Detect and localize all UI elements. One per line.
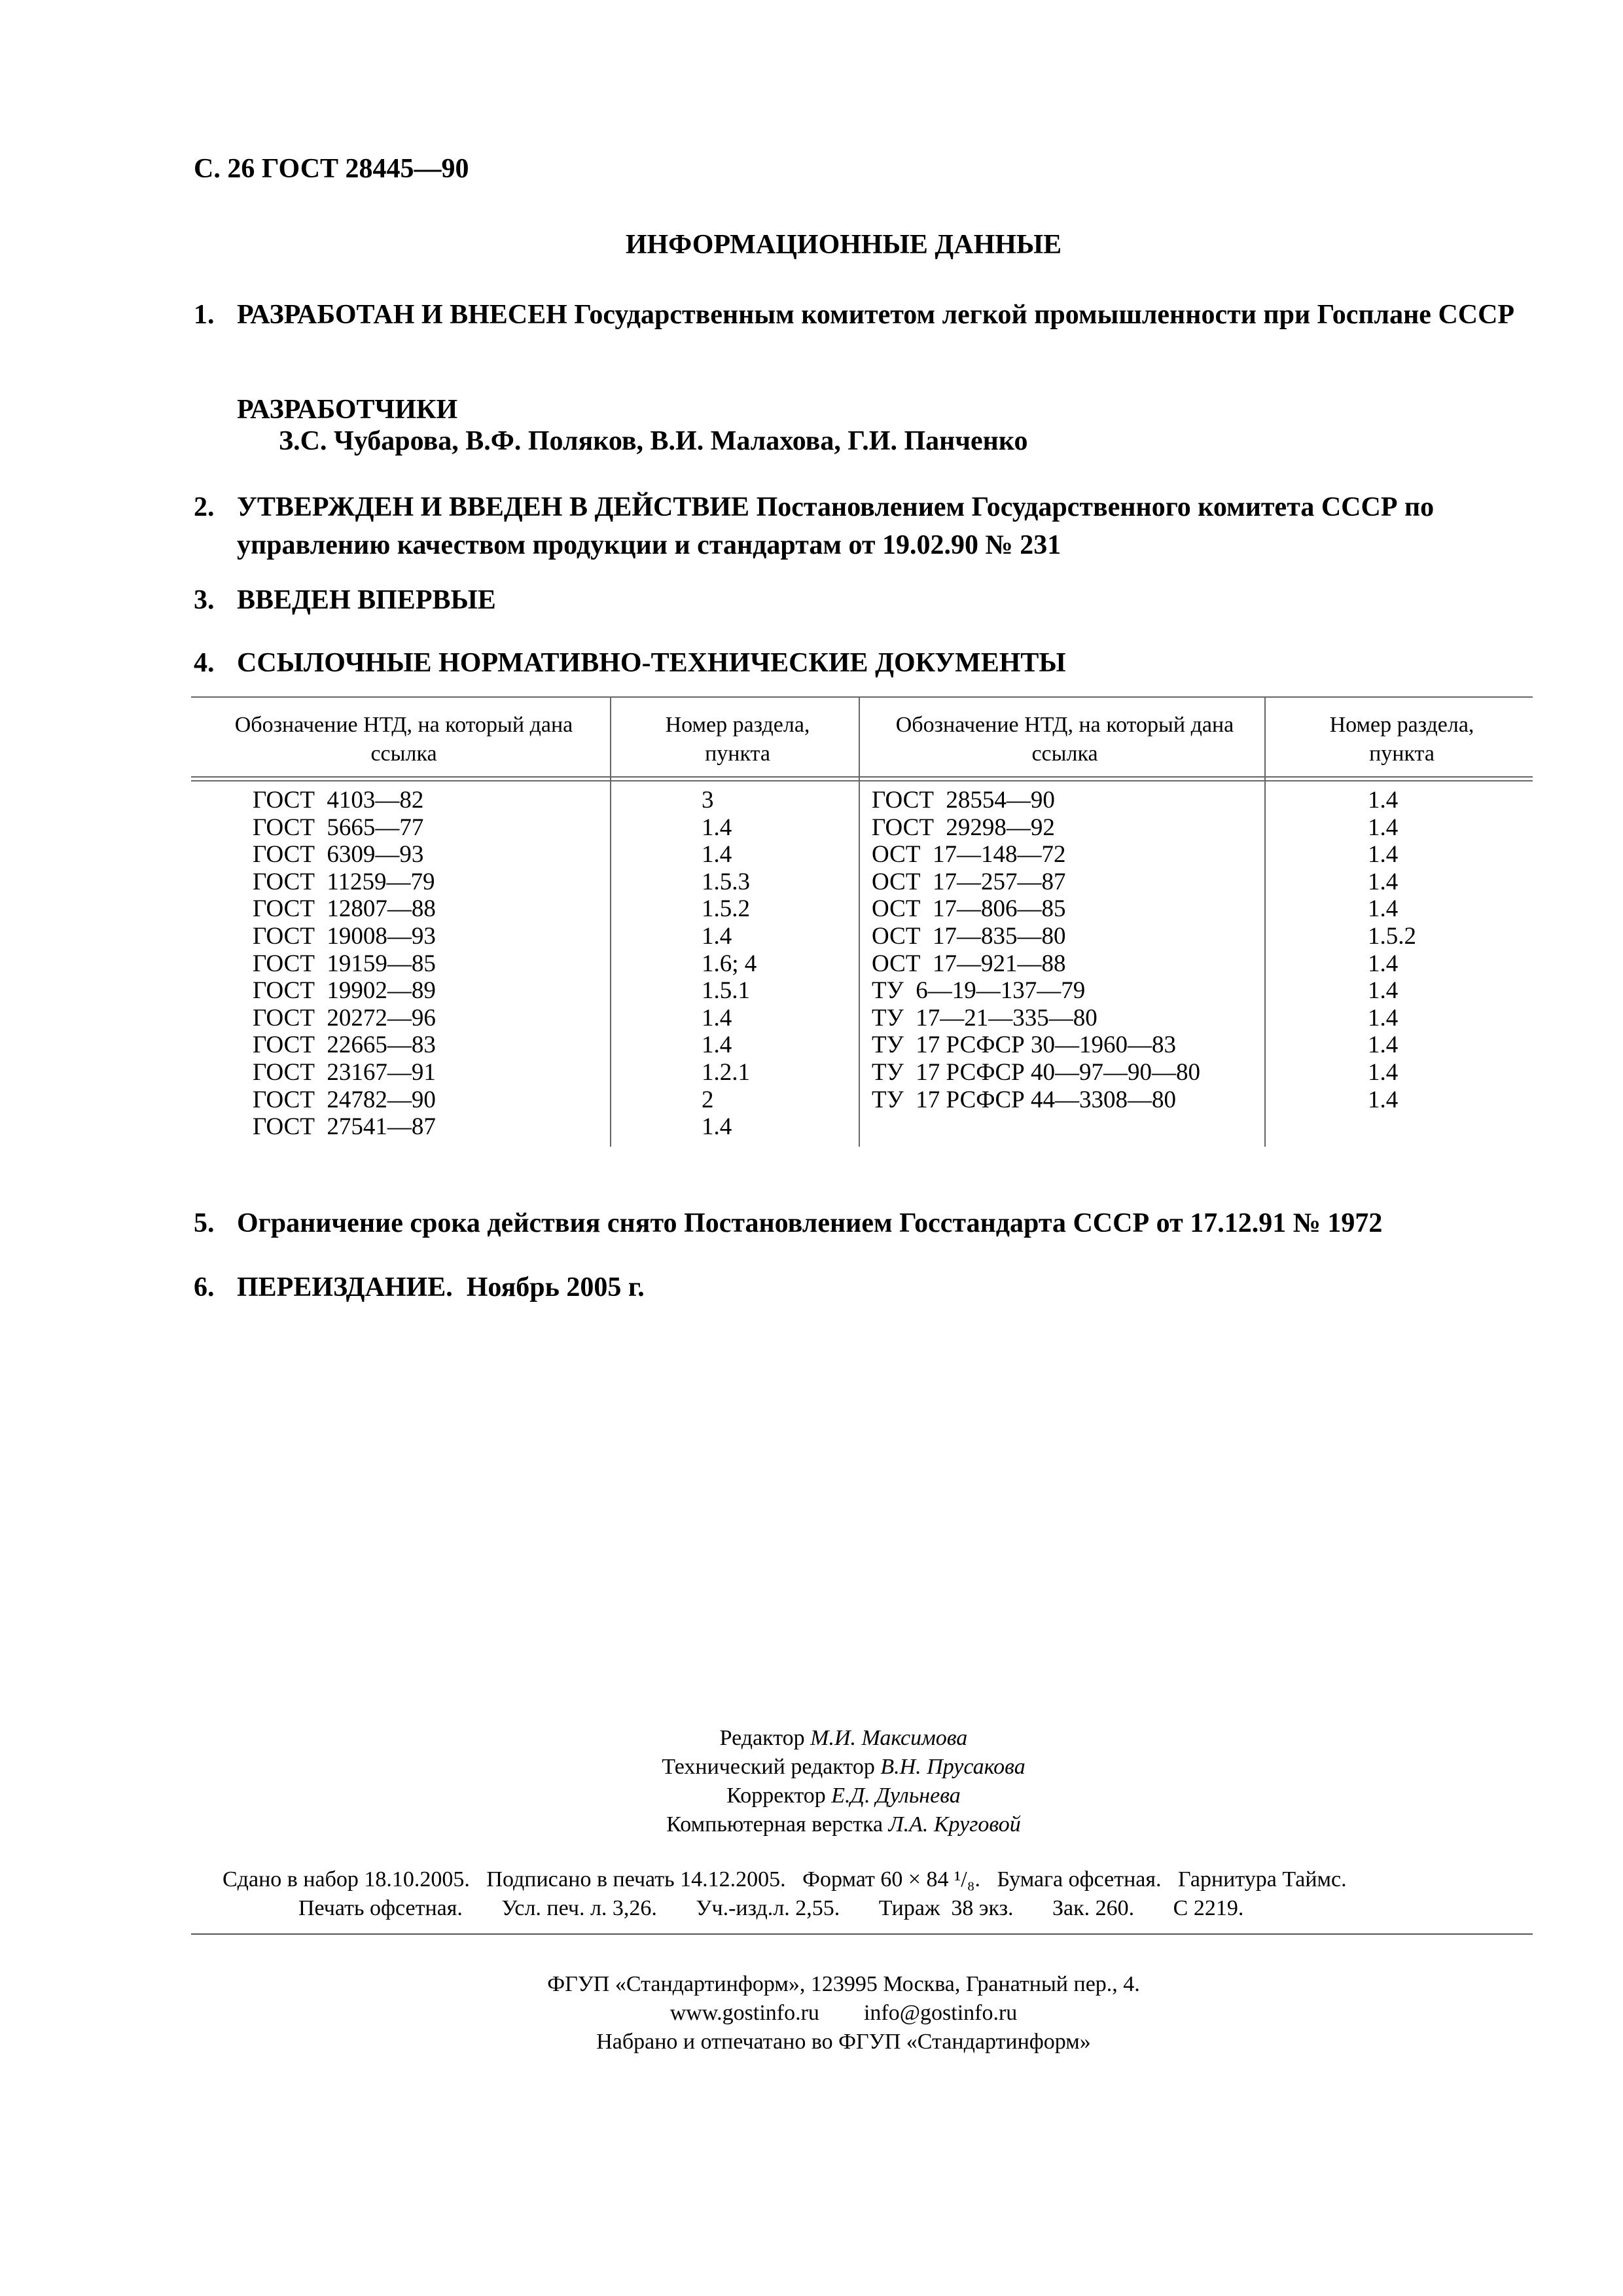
table-cell: ГОСТ 19902—89 (253, 977, 436, 1005)
table-cell: 1.5.2 (702, 895, 750, 923)
table-cell: ТУ 17 РСФСР 30—1960—83 (872, 1031, 1176, 1059)
table-cell: 2 (702, 1086, 714, 1113)
table-cell: 1.5.2 (1368, 922, 1416, 950)
credit-role: Корректор (726, 1784, 826, 1808)
item-number: 1. (194, 300, 215, 330)
footer-printed: Набрано и отпечатано во ФГУП «Стандартинформ» (596, 2030, 1091, 2054)
credit-role: Компьютерная верстка (666, 1812, 883, 1837)
table-cell: 1.4 (1368, 950, 1399, 977)
item-6 (194, 1268, 1531, 1306)
credit-tech-editor (0, 1753, 1623, 1782)
table-cell: ГОСТ 20272—96 (253, 1004, 436, 1031)
item-text: Ноябрь 2005 г. (466, 1272, 645, 1302)
footer-publisher: ФГУП «Стандартинформ», 123995 Москва, Гранатный пер., 4. (547, 1972, 1140, 1996)
item-lead: ВВЕДЕН ВПЕРВЫЕ (237, 585, 496, 615)
table-cell: 1.6; 4 (702, 950, 757, 977)
table-cell: 1.4 (1368, 895, 1399, 923)
table-cell: ГОСТ 19008—93 (253, 922, 436, 950)
item-lead: ПЕРЕИЗДАНИЕ. (237, 1272, 453, 1302)
table-cell: 1.4 (702, 1113, 732, 1141)
table-cell: 1.5.3 (702, 868, 750, 895)
table-cell: ГОСТ 5665—77 (253, 814, 424, 841)
table-cell: 1.4 (702, 814, 732, 841)
table-column-left-sections (702, 787, 757, 1141)
table-cell: 1.4 (702, 922, 732, 950)
table-cell: ОСТ 17—148—72 (872, 841, 1066, 869)
imprint-line-2: Печать офсетная. Усл. печ. л. 3,26. Уч.-изд.л. 2,55. Тираж 38 экз. Зак. 260. С 2219. (298, 1896, 1244, 1920)
item-number: 3. (194, 585, 215, 615)
item-3 (194, 581, 1531, 619)
item-text: Ограничение срока действия снято Постановлением Госстандарта СССР от 17.12.91 № 1972 (237, 1208, 1383, 1238)
table-cell: 3 (702, 787, 714, 814)
credit-layout (0, 1810, 1623, 1839)
table-cell: ТУ 17 РСФСР 44—3308—80 (872, 1086, 1176, 1113)
credit-name: В.Н. Прусакова (880, 1755, 1026, 1779)
item-2 (194, 488, 1531, 564)
table-cell: 1.4 (1368, 814, 1399, 841)
table-cell: 1.4 (702, 841, 732, 869)
imprint-line-1: Сдано в набор 18.10.2005. Подписано в печать 14.12.2005. Формат 60 × 84 ¹/₈. Бумага офсетная. Гарнитура Таймс. (223, 1867, 1347, 1892)
credit-name: Е.Д. Дульнева (831, 1784, 961, 1808)
reference-table (191, 696, 1533, 1147)
table-cell: ГОСТ 23167—91 (253, 1058, 436, 1086)
table-cell: ГОСТ 29298—92 (872, 814, 1055, 841)
item-number: 2. (194, 492, 215, 522)
credit-role: Технический редактор (662, 1755, 875, 1779)
item-5 (194, 1204, 1531, 1242)
table-cell: ГОСТ 6309—93 (253, 841, 424, 869)
divider (191, 1933, 1533, 1935)
item-4 (194, 644, 1531, 682)
table-column-divider (859, 696, 860, 1147)
table-cell: 1.4 (1368, 841, 1399, 869)
table-header-cell: Номер раздела, пункта (1329, 713, 1474, 766)
table-cell: 1.4 (1368, 1058, 1399, 1086)
developers-names: З.С. Чубарова, В.Ф. Поляков, В.И. Малахова, Г.И. Панченко (279, 426, 1028, 456)
table-cell: ОСТ 17—921—88 (872, 950, 1066, 977)
table-cell: 1.4 (702, 1031, 732, 1059)
table-column-left-docs (253, 787, 436, 1141)
table-cell: ТУ 17 РСФСР 40—97—90—80 (872, 1058, 1200, 1086)
table-cell: 1.4 (702, 1004, 732, 1031)
footer-contacts (0, 1999, 1623, 2028)
credit-proofreader (0, 1782, 1623, 1810)
table-header-cell: Обозначение НТД, на который дана ссылка (234, 713, 573, 766)
item-1 (194, 296, 1531, 334)
table-cell: ГОСТ 11259—79 (253, 868, 435, 895)
item-number: 5. (194, 1208, 215, 1238)
item-text: Постановлением Государственного комитета СССР по управлению качеством продукции и стандартам от 19.02.90 № 231 (237, 492, 1435, 560)
page-title: ИНФОРМАЦИОННЫЕ ДАННЫЕ (625, 230, 1062, 260)
table-cell: 1.2.1 (702, 1058, 750, 1086)
item-lead: УТВЕРЖДЕН И ВВЕДЕН В ДЕЙСТВИЕ (237, 492, 750, 522)
table-cell: 1.4 (1368, 1086, 1399, 1113)
item-number: 6. (194, 1272, 215, 1302)
table-cell: ТУ 17—21—335—80 (872, 1004, 1097, 1031)
credit-role: Редактор (719, 1726, 805, 1750)
footer-web: www.gostinfo.ru (669, 2001, 819, 2025)
table-cell: ГОСТ 28554—90 (872, 787, 1055, 814)
table-cell: ОСТ 17—806—85 (872, 895, 1066, 923)
table-header-cell: Обозначение НТД, на который дана ссылка (895, 713, 1234, 766)
table-cell: ГОСТ 4103—82 (253, 787, 424, 814)
credit-name: Л.А. Круговой (888, 1812, 1021, 1837)
table-cell: 1.4 (1368, 1004, 1399, 1031)
item-lead: РАЗРАБОТАН И ВНЕСЕН (237, 300, 567, 330)
table-column-right-sections (1368, 787, 1416, 1113)
table-cell: 1.4 (1368, 787, 1399, 814)
table-cell: ОСТ 17—835—80 (872, 922, 1066, 950)
table-cell: 1.4 (1368, 868, 1399, 895)
credit-editor (0, 1724, 1623, 1753)
item-text: Государственным комитетом легкой промышленности при Госплане СССР (574, 300, 1515, 330)
developers-heading: РАЗРАБОТЧИКИ (237, 395, 458, 425)
table-column-divider (1264, 696, 1266, 1147)
table-header-border (191, 780, 1533, 781)
item-number: 4. (194, 648, 215, 678)
table-cell: ГОСТ 22665—83 (253, 1031, 436, 1059)
table-column-divider (610, 696, 611, 1147)
table-header-border (191, 776, 1533, 778)
table-cell: 1.4 (1368, 1031, 1399, 1059)
table-cell: ГОСТ 27541—87 (253, 1113, 436, 1141)
credit-name: М.И. Максимова (810, 1726, 968, 1750)
footer-email: info@gostinfo.ru (863, 2001, 1018, 2025)
page-header: С. 26 ГОСТ 28445—90 (194, 154, 469, 184)
table-cell: ОСТ 17—257—87 (872, 868, 1066, 895)
item-lead: ССЫЛОЧНЫЕ НОРМАТИВНО-ТЕХНИЧЕСКИЕ ДОКУМЕНТЫ (237, 648, 1066, 678)
table-cell: 1.5.1 (702, 977, 750, 1005)
table-cell: ТУ 6—19—137—79 (872, 977, 1086, 1005)
table-cell: 1.4 (1368, 977, 1399, 1005)
table-header-cell: Номер раздела, пункта (665, 713, 810, 766)
table-column-right-docs (872, 787, 1200, 1113)
table-cell: ГОСТ 12807—88 (253, 895, 436, 923)
table-cell: ГОСТ 19159—85 (253, 950, 436, 977)
table-top-border (191, 696, 1533, 698)
table-cell: ГОСТ 24782—90 (253, 1086, 436, 1113)
